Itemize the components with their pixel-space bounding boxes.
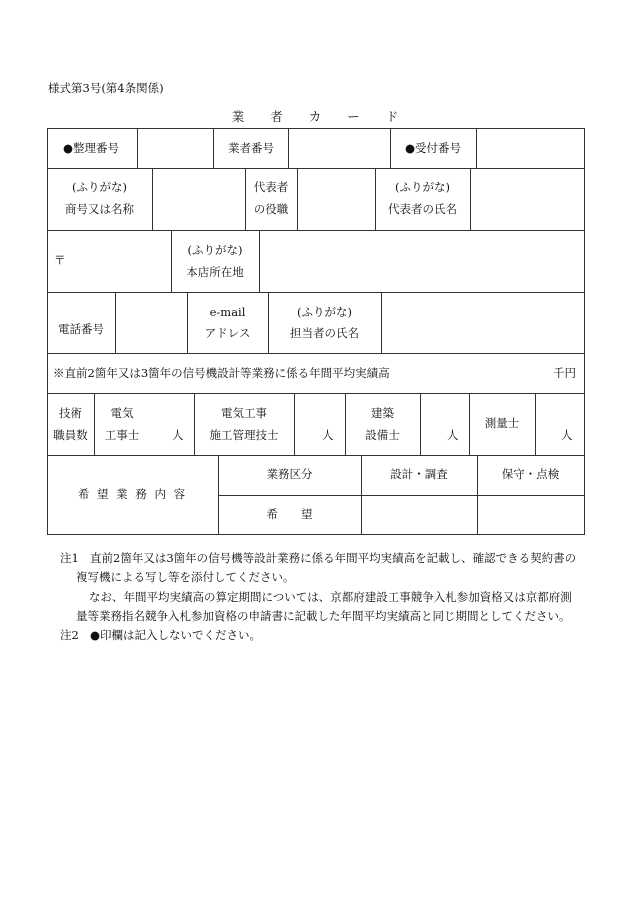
kenchiku-label: 建築 <box>371 406 394 420</box>
cell-border <box>213 128 214 168</box>
row-border <box>218 495 584 496</box>
denki-label: 電気 <box>110 406 134 420</box>
table-border-right <box>584 128 585 535</box>
shogo-label: 商号又は名称 <box>65 202 134 216</box>
furigana-label: (ふりがな) <box>187 243 243 257</box>
title-char: 業 <box>231 109 245 124</box>
kenchiku-label: 設備士 <box>365 428 400 442</box>
gyosha-number-label: 業者番号 <box>228 141 274 155</box>
row-border <box>47 292 584 293</box>
seiri-number-label: ●整理番号 <box>63 141 120 155</box>
cell-border <box>297 168 298 230</box>
denkikoji-label: 電気工事 <box>221 406 267 420</box>
sokuryo-label: 測量士 <box>484 416 520 430</box>
person-unit: 人 <box>172 428 184 442</box>
email-label: e-mail <box>209 305 246 319</box>
row-border <box>47 353 584 354</box>
person-unit: 人 <box>322 428 334 442</box>
note-text: 量等業務指名競争入札参加資格の申請書に記載した年間平均実績高と同じ期間としてください。 <box>76 609 571 623</box>
title-char: カ <box>308 109 322 124</box>
title-char: 者 <box>270 109 283 124</box>
form-number: 様式第3号(第4条関係) <box>48 81 164 95</box>
note-text: ●印欄は記入しないでください。 <box>90 628 262 642</box>
tanto-label: 担当者の氏名 <box>290 326 359 340</box>
page-title <box>0 107 630 125</box>
row-border <box>47 393 584 394</box>
uketsuke-number-label: ●受付番号 <box>405 141 462 155</box>
tel-label: 電話番号 <box>58 322 104 336</box>
cell-border <box>259 230 260 292</box>
row-border <box>47 128 584 129</box>
cell-border <box>390 128 391 168</box>
gijutsu-label: 技術 <box>59 406 82 420</box>
postal-mark: 〒 <box>54 253 66 267</box>
title-char: ー <box>347 109 360 124</box>
cell-border <box>420 393 421 455</box>
cell-border <box>115 292 116 353</box>
daihyo-yakushoku-label: の役職 <box>253 202 289 216</box>
title-char: ド <box>385 109 399 124</box>
kibo-gyomu-label: 希 望 業 務 内 容 <box>77 487 188 501</box>
cell-border <box>152 168 153 230</box>
daihyo-yakushoku-label: 代表者 <box>253 180 289 194</box>
note-text: 直前2箇年又は3箇年の信号機等設計業務に係る年間平均実績高を記載し、確認できる契約書の <box>90 551 577 565</box>
daihyo-name-label: 代表者の氏名 <box>388 202 457 216</box>
row-border <box>47 455 584 456</box>
note-label: 注1 <box>60 551 79 565</box>
person-unit: 人 <box>561 428 573 442</box>
note-text: 複写機による写し等を添付してください。 <box>76 570 295 584</box>
unit-label: 千円 <box>553 366 576 380</box>
person-unit: 人 <box>447 428 459 442</box>
honten-label: 本店所在地 <box>186 265 244 279</box>
note-text: なお、年間平均実績高の算定期間については、京都府建設工事競争入札参加資格又は京都府測 <box>89 590 572 604</box>
denkikoji-label: 施工管理技士 <box>209 428 279 442</box>
hoshu-label: 保守・点検 <box>501 467 560 481</box>
cell-border <box>288 128 289 168</box>
sekkei-label: 設計・調査 <box>390 467 448 481</box>
email-label: アドレス <box>204 326 251 340</box>
note-label: 注2 <box>60 628 79 642</box>
gijutsu-label: 職員数 <box>53 428 88 442</box>
cell-border <box>294 393 295 455</box>
jisseki-label: ※直前2箇年又は3箇年の信号機設計等業務に係る年間平均実績高 <box>53 366 390 380</box>
furigana-label: (ふりがな) <box>297 305 352 319</box>
denki-label: 工事士 <box>104 428 140 442</box>
cell-border <box>535 393 536 455</box>
row-border <box>47 168 584 169</box>
cell-border <box>476 128 477 168</box>
row-border <box>47 534 584 535</box>
kibo-label: 希 望 <box>266 507 313 521</box>
row-border <box>47 230 584 231</box>
furigana-label: (ふりがな) <box>72 180 127 194</box>
cell-border <box>470 168 471 230</box>
gyomu-kubun-label: 業務区分 <box>266 467 313 481</box>
cell-border <box>137 128 138 168</box>
furigana-label: (ふりがな) <box>395 180 450 194</box>
cell-border <box>381 292 382 353</box>
